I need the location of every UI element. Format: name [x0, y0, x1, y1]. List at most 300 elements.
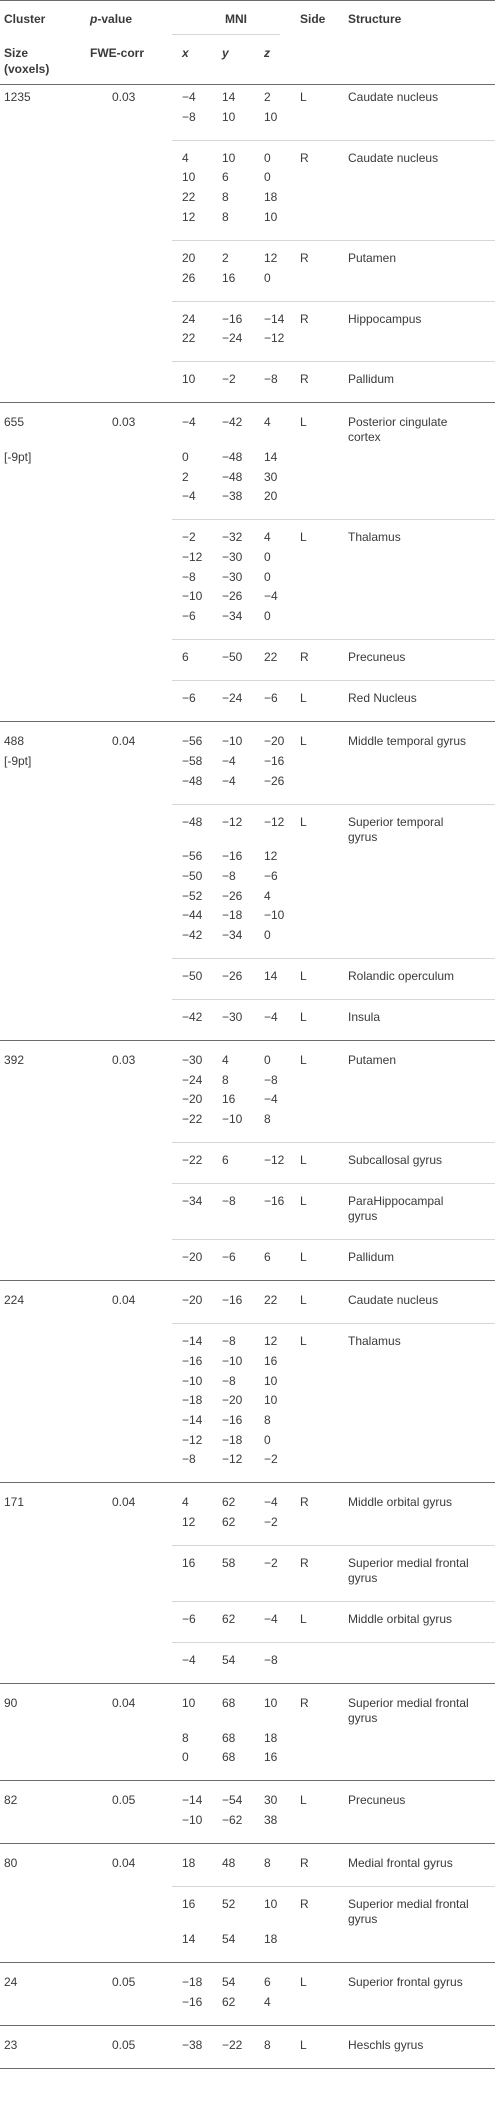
mni-z: −4 [264, 1495, 278, 1510]
mni-x: −14 [182, 1334, 203, 1349]
mni-y: 54 [222, 1653, 236, 1667]
mni-z: 8 [264, 1112, 271, 1127]
mni-x: 0 [182, 1750, 189, 1765]
mni-y: 2 [222, 250, 229, 265]
mni-x: 4 [182, 150, 189, 165]
mni-z: −4 [264, 1010, 278, 1024]
mni-z: 14 [264, 969, 278, 983]
mni-y: −6 [222, 1250, 236, 1265]
mni-y: −12 [222, 1452, 243, 1467]
mni-x: −6 [182, 1612, 196, 1626]
mni-x: −4 [182, 1653, 196, 1667]
mni-z: −4 [264, 589, 278, 604]
mni-x: −4 [182, 489, 196, 504]
side-cell: L [300, 1053, 307, 1067]
mni-z: 18 [264, 190, 278, 205]
cluster-size: 1235 [4, 90, 31, 104]
mni-y: −18 [222, 908, 243, 923]
cluster-pvalue: 0.04 [112, 1495, 136, 1510]
group-separator [172, 1642, 495, 1643]
group-separator [172, 639, 495, 640]
cluster-size: 82 [4, 1793, 18, 1808]
mni-x: 0 [182, 449, 189, 464]
mni-x: −22 [182, 1153, 203, 1168]
cluster-pvalue: 0.05 [112, 2037, 136, 2052]
mni-x: −12 [182, 1432, 203, 1447]
group-separator [172, 301, 495, 302]
mni-z: 10 [264, 1393, 278, 1408]
mni-x: −56 [182, 849, 203, 864]
structure-cell: gyrus [348, 1571, 378, 1585]
cluster-pvalue: 0.03 [112, 90, 136, 104]
side-cell: L [300, 1194, 307, 1209]
mni-y: −34 [222, 609, 243, 624]
mni-y: 6 [222, 1153, 229, 1168]
structure-cell: Middle orbital gyrus [348, 1612, 453, 1626]
side-cell: L [300, 1974, 307, 1989]
mni-y: −16 [222, 1293, 243, 1308]
mni-y: −2 [222, 372, 236, 387]
structure-cell: Thalamus [348, 530, 401, 545]
header-size-line2: (voxels) [4, 62, 50, 76]
mni-y: 62 [222, 1495, 236, 1510]
mni-z: 8 [264, 2037, 271, 2052]
mni-y: −16 [222, 311, 243, 326]
mni-y: 14 [222, 90, 236, 104]
side-cell: L [300, 734, 307, 749]
mni-y: −8 [222, 1334, 236, 1349]
mni-x: 8 [182, 1730, 189, 1745]
cluster-size: 171 [4, 1495, 25, 1510]
mni-z: 10 [264, 109, 278, 124]
structure-cell: Precuneus [348, 650, 406, 665]
mni-z: 4 [264, 530, 271, 545]
mni-x: −10 [182, 1373, 203, 1388]
cluster-separator [0, 2025, 495, 2026]
mni-x: −20 [182, 1092, 203, 1107]
mni-z: 10 [264, 1897, 278, 1912]
mni-y: 16 [222, 1092, 236, 1107]
mni-z: 12 [264, 1334, 278, 1349]
mni-z: 6 [264, 1974, 271, 1989]
structure-cell: gyrus [348, 1912, 378, 1927]
side-cell: R [300, 311, 309, 326]
cluster-size: 80 [4, 1856, 18, 1871]
structure-cell: Caudate nucleus [348, 90, 439, 104]
mni-x: −10 [182, 589, 203, 604]
mni-y: −8 [222, 1373, 236, 1388]
mni-z: 12 [264, 250, 278, 265]
structure-cell: Rolandic operculum [348, 969, 455, 983]
cluster-separator [0, 1780, 495, 1781]
mni-y: −24 [222, 691, 243, 706]
mni-underline [172, 34, 280, 35]
mni-z: 18 [264, 1730, 278, 1745]
mni-z: 0 [264, 609, 271, 624]
side-cell: L [300, 90, 307, 104]
mni-y: −30 [222, 569, 243, 584]
mni-x: −16 [182, 1353, 203, 1368]
mni-x: −16 [182, 1994, 203, 2009]
mni-y: −34 [222, 928, 243, 942]
side-cell: L [300, 530, 307, 545]
mni-x: −42 [182, 1010, 203, 1024]
group-separator [172, 519, 495, 520]
cluster-artifact: [-9pt] [4, 753, 32, 768]
mni-y: 54 [222, 1974, 236, 1989]
side-cell: R [300, 1897, 309, 1912]
structure-cell: Superior frontal gyrus [348, 1974, 463, 1989]
header-z [264, 46, 270, 60]
mni-x: −8 [182, 569, 196, 584]
table-top-rule [0, 0, 495, 1]
side-cell: L [300, 1793, 307, 1808]
mni-z: −2 [264, 1452, 278, 1467]
header-side: Side [300, 12, 326, 26]
cluster-separator [0, 1962, 495, 1963]
mni-x: 14 [182, 1931, 196, 1946]
mni-x: −42 [182, 928, 203, 942]
side-cell: L [300, 415, 307, 430]
side-cell: R [300, 650, 309, 665]
mni-x: 10 [182, 372, 196, 387]
mni-z: 0 [264, 1053, 271, 1067]
structure-cell: Caudate nucleus [348, 1293, 439, 1308]
mni-y: 68 [222, 1730, 236, 1745]
mni-x: −56 [182, 734, 203, 749]
mni-x: 2 [182, 469, 189, 484]
mni-z: −8 [264, 372, 278, 387]
structure-cell: Precuneus [348, 1793, 406, 1808]
mni-z: 10 [264, 1373, 278, 1388]
group-separator [172, 680, 495, 681]
structure-cell: Heschls gyrus [348, 2037, 424, 2052]
mni-y: 58 [222, 1556, 236, 1570]
structure-cell: Insula [348, 1010, 381, 1024]
mni-x: −52 [182, 888, 203, 903]
mni-x: 18 [182, 1856, 196, 1871]
cluster-size: 23 [4, 2037, 18, 2052]
cluster-separator [0, 1683, 495, 1684]
mni-z: 10 [264, 209, 278, 224]
side-cell: L [300, 1334, 307, 1349]
mni-x: −20 [182, 1250, 203, 1265]
mni-z: 8 [264, 1412, 271, 1427]
mni-y: −30 [222, 1010, 243, 1024]
header-mni: MNI [225, 12, 247, 26]
mni-z: −6 [264, 691, 278, 706]
side-cell: R [300, 1696, 309, 1710]
structure-cell: Hippocampus [348, 311, 422, 326]
mni-y: −20 [222, 1393, 243, 1408]
mni-y: −16 [222, 849, 243, 864]
mni-z: 2 [264, 90, 271, 104]
mni-y: −32 [222, 530, 243, 545]
header-pvalue-rest: -value [97, 12, 133, 26]
mni-y: −26 [222, 969, 243, 983]
side-cell: L [300, 969, 307, 983]
cluster-pvalue: 0.04 [112, 1696, 136, 1710]
header-bottom-rule [0, 84, 495, 85]
mni-z: 8 [264, 1856, 271, 1871]
mni-z: 22 [264, 650, 278, 665]
side-cell: R [300, 1556, 309, 1570]
mni-y: 10 [222, 150, 236, 165]
cluster-size: 392 [4, 1053, 25, 1067]
structure-cell: Middle temporal gyrus [348, 734, 467, 749]
mni-x: −14 [182, 1793, 203, 1808]
mni-z: −8 [264, 1072, 278, 1087]
structure-cell: Pallidum [348, 372, 395, 387]
header-x-label: x [182, 46, 189, 60]
cluster-pvalue: 0.04 [112, 1856, 136, 1871]
cluster-size: 24 [4, 1974, 18, 1989]
structure-cell: Medial frontal gyrus [348, 1856, 453, 1871]
group-separator [172, 958, 495, 959]
mni-x: −4 [182, 90, 196, 104]
mni-z: 4 [264, 1994, 271, 2009]
mni-y: 52 [222, 1897, 236, 1912]
mni-z: 10 [264, 1696, 278, 1710]
mni-x: −6 [182, 609, 196, 624]
structure-cell: Putamen [348, 250, 397, 265]
mni-x: 22 [182, 190, 196, 205]
mni-z: −10 [264, 908, 285, 923]
mni-y: −10 [222, 734, 243, 749]
mni-z: 18 [264, 1931, 278, 1946]
structure-cell: gyrus [348, 1209, 378, 1224]
cluster-size: 224 [4, 1293, 25, 1308]
side-cell: R [300, 1495, 309, 1510]
mni-y: 62 [222, 1515, 236, 1529]
structure-cell: Subcallosal gyrus [348, 1153, 443, 1168]
mni-x: −22 [182, 1112, 203, 1127]
mni-x: −38 [182, 2037, 203, 2052]
structure-cell: Pallidum [348, 1250, 395, 1265]
mni-x: −2 [182, 530, 196, 545]
group-separator [172, 1323, 495, 1324]
mni-x: 4 [182, 1495, 189, 1510]
side-cell: L [300, 2037, 307, 2052]
mni-z: 0 [264, 170, 271, 185]
mni-y: −38 [222, 489, 243, 504]
mni-z: −4 [264, 1092, 278, 1107]
mni-y: −48 [222, 469, 243, 484]
structure-cell: Putamen [348, 1053, 397, 1067]
mni-x: 26 [182, 270, 196, 285]
mni-y: −18 [222, 1432, 243, 1447]
cluster-separator [0, 1280, 495, 1281]
structure-cell: ParaHippocampal [348, 1194, 444, 1209]
mni-y: −4 [222, 773, 236, 788]
mni-y: 8 [222, 190, 229, 205]
mni-y: 54 [222, 1931, 236, 1946]
mni-y: −16 [222, 1412, 243, 1427]
mni-y: −10 [222, 1353, 243, 1368]
mni-x: 20 [182, 250, 196, 265]
mni-x: −34 [182, 1194, 203, 1209]
header-z-label: z [264, 46, 270, 60]
side-cell: R [300, 250, 309, 265]
cluster-separator [0, 1482, 495, 1483]
structure-cell: Caudate nucleus [348, 150, 439, 165]
side-cell: L [300, 691, 307, 706]
header-x [182, 46, 189, 60]
mni-z: 38 [264, 1813, 278, 1828]
mni-x: −18 [182, 1393, 203, 1408]
header-structure: Structure [348, 12, 402, 26]
mni-y: −42 [222, 415, 243, 430]
side-cell: R [300, 150, 309, 165]
mni-y: −12 [222, 814, 243, 829]
header-y-label: y [222, 46, 229, 60]
cluster-pvalue: 0.05 [112, 1793, 136, 1808]
mni-z: −26 [264, 773, 285, 788]
mni-z: −20 [264, 734, 285, 749]
cluster-pvalue: 0.05 [112, 1974, 136, 1989]
mni-y: −26 [222, 589, 243, 604]
structure-cell: Red Nucleus [348, 691, 417, 706]
mni-z: −12 [264, 1153, 285, 1168]
mni-x: 16 [182, 1897, 196, 1912]
side-cell: L [300, 1153, 307, 1168]
mni-z: 30 [264, 1793, 278, 1808]
mni-z: 0 [264, 150, 271, 165]
mni-y: 8 [222, 1072, 229, 1087]
cluster-pvalue: 0.04 [112, 1293, 136, 1308]
mni-z: −2 [264, 1515, 278, 1529]
cluster-size: 488 [4, 734, 25, 749]
mni-x: −50 [182, 969, 203, 983]
cluster-separator [0, 1843, 495, 1844]
header-pvalue-italic: p [90, 12, 98, 26]
mni-y: −62 [222, 1813, 243, 1828]
mni-x: −12 [182, 550, 203, 564]
mni-z: −16 [264, 753, 285, 768]
mni-y: −48 [222, 449, 243, 464]
cluster-artifact: [-9pt] [4, 449, 32, 464]
cluster-pvalue: 0.03 [112, 415, 136, 430]
header-y [222, 46, 229, 60]
structure-cell: Middle orbital gyrus [348, 1495, 453, 1510]
header-cluster: Cluster [4, 12, 46, 26]
group-separator [172, 140, 495, 141]
mni-z: 16 [264, 1750, 278, 1765]
group-separator [172, 1183, 495, 1184]
group-separator [172, 1239, 495, 1240]
cluster-size: 655 [4, 415, 25, 430]
mni-y: 6 [222, 170, 229, 185]
mni-x: 10 [182, 170, 196, 185]
cluster-pvalue: 0.04 [112, 734, 136, 749]
mni-y: 8 [222, 209, 229, 224]
mni-y: −10 [222, 1112, 243, 1127]
group-separator [172, 999, 495, 1000]
mni-z: 16 [264, 1353, 278, 1368]
side-cell: L [300, 1612, 307, 1626]
mni-z: 0 [264, 550, 271, 564]
cluster-pvalue: 0.03 [112, 1053, 136, 1067]
structure-cell: gyrus [348, 1711, 378, 1725]
mni-y: 62 [222, 1994, 236, 2009]
header-fwe: FWE-corr [90, 46, 144, 60]
mni-z: 22 [264, 1293, 278, 1308]
mni-z: 0 [264, 569, 271, 584]
structure-cell: Superior medial frontal [348, 1897, 469, 1912]
mni-z: −6 [264, 868, 278, 883]
structure-cell: Posterior cingulate [348, 415, 448, 430]
mni-y: 68 [222, 1750, 236, 1765]
mni-x: −30 [182, 1053, 203, 1067]
mni-z: −12 [264, 814, 285, 829]
mni-x: −48 [182, 814, 203, 829]
structure-cell: Thalamus [348, 1334, 401, 1349]
mni-x: 22 [182, 331, 196, 346]
mni-x: −20 [182, 1293, 203, 1308]
structure-cell: Superior temporal [348, 814, 444, 829]
mni-z: −8 [264, 1653, 278, 1667]
mni-x: −14 [182, 1412, 203, 1427]
mni-x: 24 [182, 311, 196, 326]
structure-cell: cortex [348, 430, 381, 445]
mni-z: 14 [264, 449, 278, 464]
mni-y: 10 [222, 109, 236, 124]
mni-x: 12 [182, 209, 196, 224]
cluster-separator [0, 721, 495, 722]
mni-x: −10 [182, 1813, 203, 1828]
mni-x: 6 [182, 650, 189, 665]
mni-x: −8 [182, 109, 196, 124]
cluster-separator [0, 402, 495, 403]
mni-x: −24 [182, 1072, 203, 1087]
mni-y: 48 [222, 1856, 236, 1871]
mni-z: −14 [264, 311, 285, 326]
mni-y: 68 [222, 1696, 236, 1710]
group-separator [172, 1886, 495, 1887]
structure-cell: gyrus [348, 829, 378, 844]
header-size-line1: Size [4, 46, 29, 60]
mni-y: −30 [222, 550, 243, 564]
group-separator [172, 361, 495, 362]
mni-y: 16 [222, 270, 236, 285]
mni-x: −4 [182, 415, 196, 430]
mni-x: −50 [182, 868, 203, 883]
group-separator [172, 804, 495, 805]
mni-z: 0 [264, 270, 271, 285]
mni-y: −24 [222, 331, 243, 346]
mni-y: 62 [222, 1612, 236, 1626]
mni-x: −48 [182, 773, 203, 788]
mni-x: −8 [182, 1452, 196, 1467]
group-separator [172, 1601, 495, 1602]
cluster-size: 90 [4, 1696, 18, 1710]
mni-z: 20 [264, 489, 278, 504]
cluster-separator [0, 1040, 495, 1041]
mni-y: 4 [222, 1053, 229, 1067]
side-cell: L [300, 1010, 307, 1024]
mni-y: −4 [222, 753, 236, 768]
mni-x: 12 [182, 1515, 196, 1529]
group-separator [172, 1545, 495, 1546]
mni-z: 12 [264, 849, 278, 864]
cluster-separator [0, 2068, 495, 2069]
mni-x: 10 [182, 1696, 196, 1710]
side-cell: R [300, 372, 309, 387]
mni-y: −50 [222, 650, 243, 665]
mni-x: −6 [182, 691, 196, 706]
mni-y: −22 [222, 2037, 243, 2052]
mni-z: −2 [264, 1556, 278, 1570]
